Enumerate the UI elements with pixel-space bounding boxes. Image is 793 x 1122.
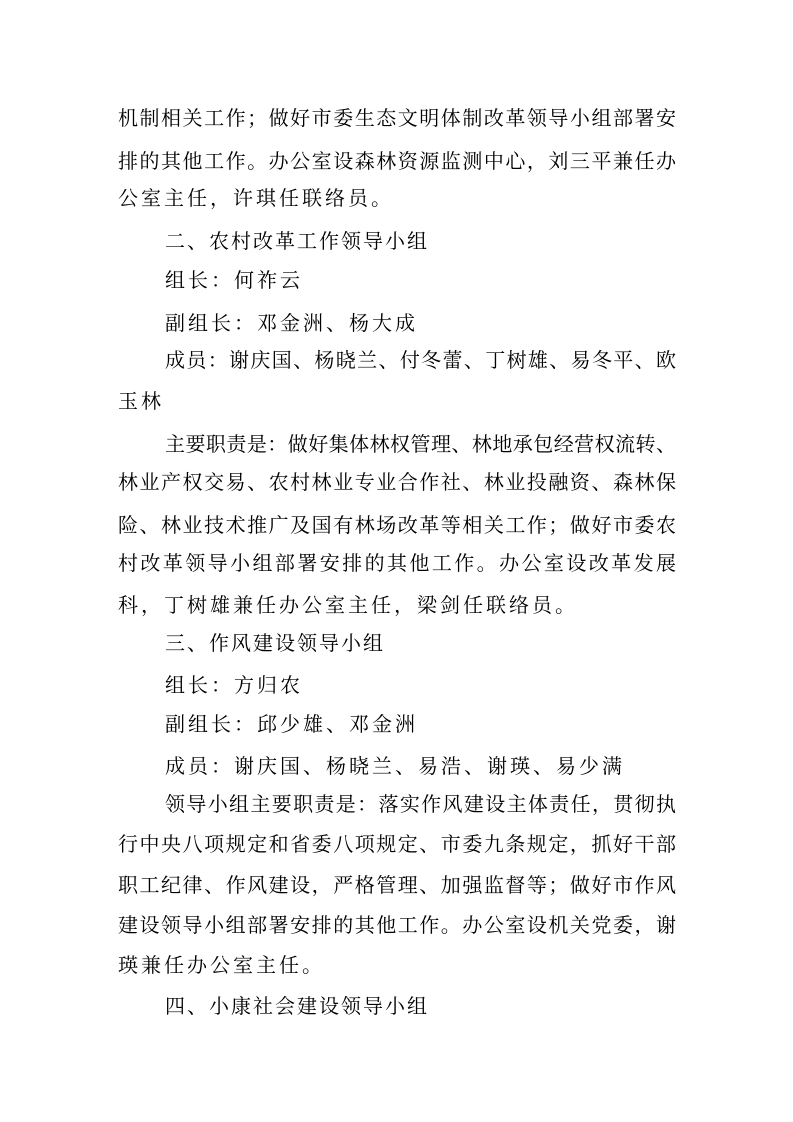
duties-line: 建设领导小组部署安排的其他工作。办公室设机关党委，谢 xyxy=(118,913,676,937)
paragraph-line: 排的其他工作。办公室设森林资源监测中心，刘三平兼任办 xyxy=(118,149,676,173)
group-leader: 组长：方归农 xyxy=(165,673,303,697)
members-line: 成员：谢庆国、杨晓兰、付冬蕾、丁树雄、易冬平、欧 xyxy=(165,348,676,372)
section-heading-rural-reform: 二、农村改革工作领导小组 xyxy=(165,229,429,253)
duties-line: 科，丁树雄兼任办公室主任，梁剑任联络员。 xyxy=(118,593,578,617)
duties-line: 林业产权交易、农村林业专业合作社、林业投融资、森林保 xyxy=(118,470,676,494)
duties-line: 险、林业技术推广及国有林场改革等相关工作；做好市委农 xyxy=(118,513,676,537)
group-leader: 组长：何祚云 xyxy=(165,268,303,292)
duties-line: 职工纪律、作风建设，严格管理、加强监督等；做好市作风 xyxy=(118,873,676,897)
duties-line: 领导小组主要职责是：落实作风建设主体责任，贯彻执 xyxy=(165,792,676,816)
section-heading-work-style: 三、作风建设领导小组 xyxy=(165,631,385,655)
duties-line: 行中央八项规定和省委八项规定、市委九条规定，抓好干部 xyxy=(118,832,676,856)
deputy-group-leader: 副组长：邱少雄、邓金洲 xyxy=(165,712,418,736)
deputy-group-leader: 副组长：邓金洲、杨大成 xyxy=(165,311,418,335)
duties-line: 村改革领导小组部署安排的其他工作。办公室设改革发展 xyxy=(118,551,676,575)
members-line: 玉林 xyxy=(118,389,164,413)
duties-line: 瑛兼任办公室主任。 xyxy=(118,953,325,977)
paragraph-line: 公室主任，许琪任联络员。 xyxy=(118,186,394,210)
members-line: 成员：谢庆国、杨晓兰、易浩、谢瑛、易少满 xyxy=(165,754,625,778)
paragraph-line: 机制相关工作；做好市委生态文明体制改革领导小组部署安 xyxy=(118,106,676,130)
duties-line: 主要职责是：做好集体林权管理、林地承包经营权流转、 xyxy=(165,432,676,456)
section-heading-moderately-prosperous-society: 四、小康社会建设领导小组 xyxy=(165,994,429,1018)
